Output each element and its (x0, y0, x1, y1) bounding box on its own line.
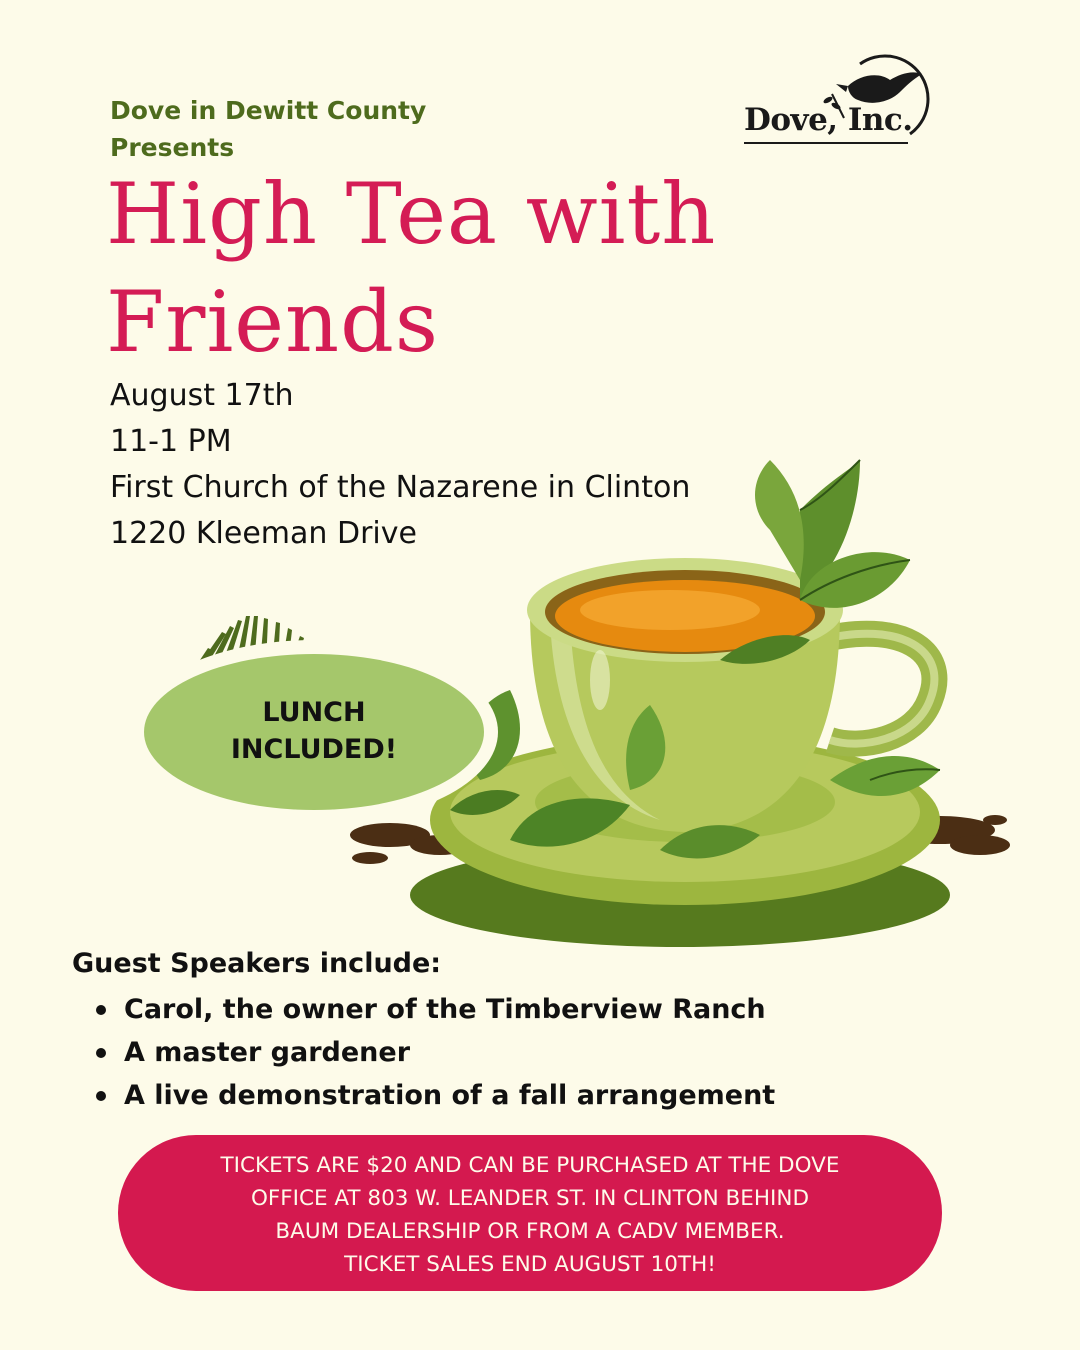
tickets-line-1: TICKETS ARE $20 AND CAN BE PURCHASED AT THE DOVE (220, 1153, 840, 1178)
tickets-line-4: TICKET SALES END AUGUST 10TH! (344, 1252, 716, 1277)
bullet-icon (96, 1005, 106, 1015)
tickets-line-3: BAUM DEALERSHIP OR FROM A CADV MEMBER. (275, 1219, 785, 1244)
logo-text: Dove, Inc. (744, 102, 913, 138)
title-line-1: High Tea with (106, 165, 717, 263)
logo-underline (744, 142, 908, 144)
speakers-heading: Guest Speakers include: (72, 948, 442, 979)
event-venue: First Church of the Nazarene in Clinton (110, 470, 691, 505)
bullet-icon (96, 1091, 106, 1101)
speaker-text: A live demonstration of a fall arrangement (124, 1080, 776, 1111)
event-address: 1220 Kleeman Drive (110, 516, 417, 551)
presenter-text (110, 92, 630, 166)
tickets-banner (118, 1135, 942, 1291)
list-item (90, 988, 775, 1031)
presenter-line-1: Dove in Dewitt County (110, 96, 427, 125)
lunch-line-1: LUNCH (262, 697, 366, 728)
lunch-badge (128, 636, 500, 826)
bullet-icon (96, 1048, 106, 1058)
event-date: August 17th (110, 378, 294, 413)
title-line-2: Friends (106, 273, 439, 371)
event-time: 11-1 PM (110, 424, 232, 459)
tickets-line-2: OFFICE AT 803 W. LEANDER ST. IN CLINTON BEHIND (250, 1186, 810, 1211)
speaker-text: Carol, the owner of the Timberview Ranch (124, 994, 766, 1025)
presenter-line-2: Presents (110, 133, 235, 162)
list-item (90, 1074, 775, 1117)
lunch-line-2: INCLUDED! (230, 734, 398, 765)
speaker-text: A master gardener (124, 1037, 411, 1068)
page-title (106, 160, 866, 376)
speakers-list (90, 988, 775, 1117)
list-item (90, 1031, 775, 1074)
dove-inc-logo (740, 44, 940, 149)
